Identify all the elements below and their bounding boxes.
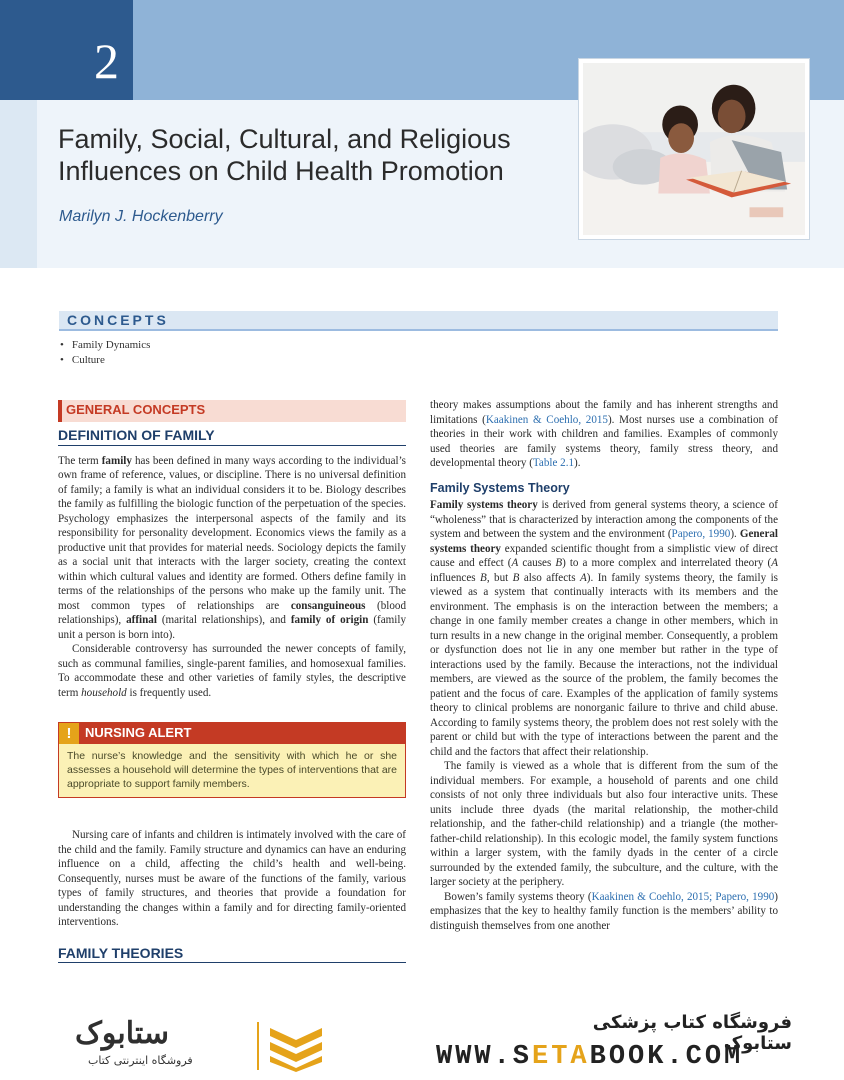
concepts-heading: CONCEPTS [67, 312, 169, 328]
right-column [430, 398, 778, 933]
concepts-list [60, 338, 150, 368]
title-side-strip [0, 100, 37, 268]
bowen-theory-paragraph: Bowen’s family systems theory (Kaakinen & Coehlo, 2015; Papero, 1990) emphasizes that the key to healthy family function is the members’ ability to distinguish themselves from one another [430, 890, 778, 932]
concept-item: • Family Dynamics [60, 338, 150, 353]
citation-link[interactable]: Papero, 1990 [671, 528, 731, 540]
setabook-chevron-logo-icon [254, 1020, 326, 1072]
family-systems-paragraph: Family systems theory is derived from general systems theory, a science of “wholeness” that is characterized by interaction among the components of the system and between the system and the environment (Papero, 1990). General systems theory expanded scientific thought from a simplistic view of direct cause and effect (A causes B) to a more complex and interrelated theory (A influences B, but B also affects A). In family systems theory, the family is viewed as a system that continually interacts with its members and the environment. The emphasis is on the interaction between the members; a change in one family member creates a change in other members, which in turn results in a new change in the original member. Consequently, a problem or dysfunction does not lie in any one member but rather in the type of interactions used by the family. Because the interactions, not the individual members, are viewed as the source of the problem, the family becomes the patient and the focus of care. Examples of the application of family systems theory to clinical problems are nonorganic failure to thrive and child abuse. According to family systems theory, the problem does not rest solely with the parent or child but with the type of interactions between the parent and the child and the factors that affect their relationship. [430, 499, 779, 758]
nursing-alert-title: NURSING ALERT [85, 725, 192, 740]
definition-paragraph: The term family has been defined in many ways according to the individual’s own frame of reference, values, or discipline. There is no universal definition of family; a family is what an individual considers it to be. Biology describes the family as fulfilling the biologic function of the perpetuation of the species. Psychology emphasizes the interpersonal aspects of the family and its responsibility for personality development. Economics views the family as a productive unit that provides for material needs. Sociology depicts the family as a social unit that interacts with the larger society, creating the context within which cultural values and identity are formed. Others define family in terms of the relationships of the persons who make up the family unit. The most common types of relationships are consanguineous (blood relationships), affinal (marital relationships), and family of origin (family unit a person is born into). [58, 454, 406, 641]
family-systems-theory-heading: Family Systems Theory [430, 480, 570, 495]
mother-child-reading-photo [583, 63, 805, 235]
general-concepts-heading: GENERAL CONCEPTS [66, 402, 206, 417]
nursing-alert-box [58, 722, 406, 798]
setabook-logo-wordmark[interactable]: ستابوک [75, 1017, 170, 1050]
chapter-number: 2 [94, 33, 119, 89]
table-link[interactable]: Table 2.1 [532, 457, 575, 469]
chapter-author: Marilyn J. Hockenberry [59, 208, 223, 225]
general-concepts-bar [58, 400, 406, 422]
theory-intro-paragraph: theory makes assumptions about the family and has inherent strengths and limitations (Kaakinen & Coehlo, 2015). Most nurses use a combination of theories in their work with children and families. Examples of commonly used theories are family systems theory, family stress theory, and developmental theory (Table 2.1). [430, 399, 778, 469]
store-url-link[interactable]: WWW.SETABOOK.COM [436, 1042, 744, 1072]
concepts-bar [59, 311, 778, 331]
left-column [58, 400, 406, 971]
citation-link[interactable]: Kaakinen & Coehlo, 2015 [485, 413, 608, 426]
chapter-number-box [0, 0, 133, 100]
citation-link[interactable]: Kaakinen & Coehlo, 2015; Papero, 1990 [591, 890, 775, 903]
setabook-logo-subtitle: فروشگاه اینترنتی کتاب [88, 1054, 193, 1067]
definition-of-family-heading: DEFINITION OF FAMILY [58, 428, 406, 446]
family-theories-heading: FAMILY THEORIES [58, 946, 406, 964]
newer-concepts-paragraph: Considerable controversy has surrounded the newer concepts of family, such as communal families, single-parent families, and homosexual families. To accommodate these and other varieties of family styles, the descriptive term household is frequently used. [58, 643, 406, 699]
chapter-title: Family, Social, Cultural, and Religious Influences on Child Health Promotion [58, 124, 511, 186]
concept-item: • Culture [60, 353, 150, 368]
chapter-photo-frame [578, 58, 810, 240]
store-name: فروشگاه کتاب پزشکی ستابوک [592, 1012, 792, 1054]
alert-exclamation-icon: ! [59, 723, 79, 744]
nursing-care-paragraph: Nursing care of infants and children is intimately involved with the care of the child and the family. Family structure and dynamics can have an enduring influence on a child, affecting the child’s health and well-being. Consequently, nurses must be aware of the functions of the family, various types of family structures, and theories that provide a foundation for understanding the changes within a family and for directing family-oriented interventions. [58, 829, 406, 928]
nursing-alert-header [59, 723, 405, 744]
family-whole-paragraph: The family is viewed as a whole that is different from the sum of the individual members. For example, a household of parents and one child consists of not only three individuals but also four interactive units. These units include three dyads (the marital relationship, the mother-child relationship, and the father-child relationship) and a triangle (the mother-father-child relationship). In this ecologic model, the family system functions within a larger system, with the family dyads in the center of a circle surrounded by the extended family, the subculture, and the culture, with the larger society at the periphery. [430, 760, 778, 888]
nursing-alert-body: The nurse’s knowledge and the sensitivity with which he or she assesses a household will determine the types of interventions that are appropriate to support family members. [59, 744, 405, 797]
